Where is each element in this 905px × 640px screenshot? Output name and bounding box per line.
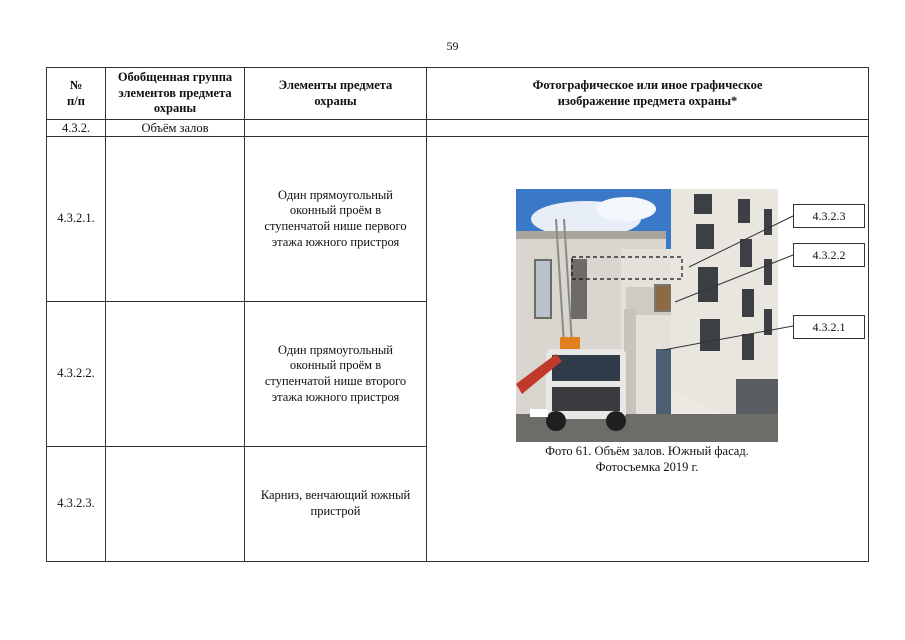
photo-figure bbox=[427, 137, 868, 561]
table-header-row bbox=[47, 68, 869, 120]
row-element bbox=[245, 302, 427, 447]
header-group-label: Обобщенная группа элементов предмета охраны bbox=[117, 70, 233, 116]
photo-caption bbox=[487, 443, 807, 475]
table-row bbox=[47, 137, 869, 302]
callout-4-3-2-2: 4.3.2.2 bbox=[793, 243, 865, 267]
header-elements bbox=[245, 68, 427, 120]
protection-subject-table bbox=[46, 67, 869, 562]
header-group bbox=[106, 68, 245, 120]
row-group-empty bbox=[106, 302, 245, 447]
row-element-text: Один прямоугольный оконный проём в ступенчатой нише первого этажа южного пристроя bbox=[264, 187, 407, 249]
row-element-text: Карниз, венчающий южный пристрой bbox=[260, 488, 411, 518]
photo-caption-line-2: Фотосъемка 2019 г. bbox=[595, 460, 699, 474]
header-number bbox=[47, 68, 106, 120]
section-number: 4.3.2. bbox=[47, 120, 106, 137]
callout-4-3-2-1: 4.3.2.1 bbox=[793, 315, 865, 339]
row-group-empty bbox=[106, 137, 245, 302]
section-image-empty bbox=[427, 120, 869, 137]
callout-leader-lines bbox=[427, 137, 869, 562]
row-number: 4.3.2.3. bbox=[47, 447, 106, 562]
row-number: 4.3.2.2. bbox=[47, 302, 106, 447]
row-element-text: Один прямоугольный оконный проём в ступенчатой нише второго этажа южного пристроя bbox=[264, 342, 407, 404]
header-image bbox=[427, 68, 869, 120]
header-image-label: Фотографическое или иное графическое изображение предмета охраны* bbox=[532, 77, 763, 108]
header-elements-label: Элементы предмета охраны bbox=[278, 77, 393, 108]
section-row bbox=[47, 120, 869, 137]
header-number-label: № п/п bbox=[67, 77, 85, 108]
photo-cell bbox=[427, 137, 869, 562]
section-elements-empty bbox=[245, 120, 427, 137]
photo-caption-line-1: Фото 61. Объём залов. Южный фасад. bbox=[545, 444, 749, 458]
callout-4-3-2-3: 4.3.2.3 bbox=[793, 204, 865, 228]
row-element bbox=[245, 137, 427, 302]
section-group: Объём залов bbox=[106, 120, 245, 137]
row-number: 4.3.2.1. bbox=[47, 137, 106, 302]
page-number: 59 bbox=[446, 39, 459, 53]
row-group-empty bbox=[106, 447, 245, 562]
row-element bbox=[245, 447, 427, 562]
